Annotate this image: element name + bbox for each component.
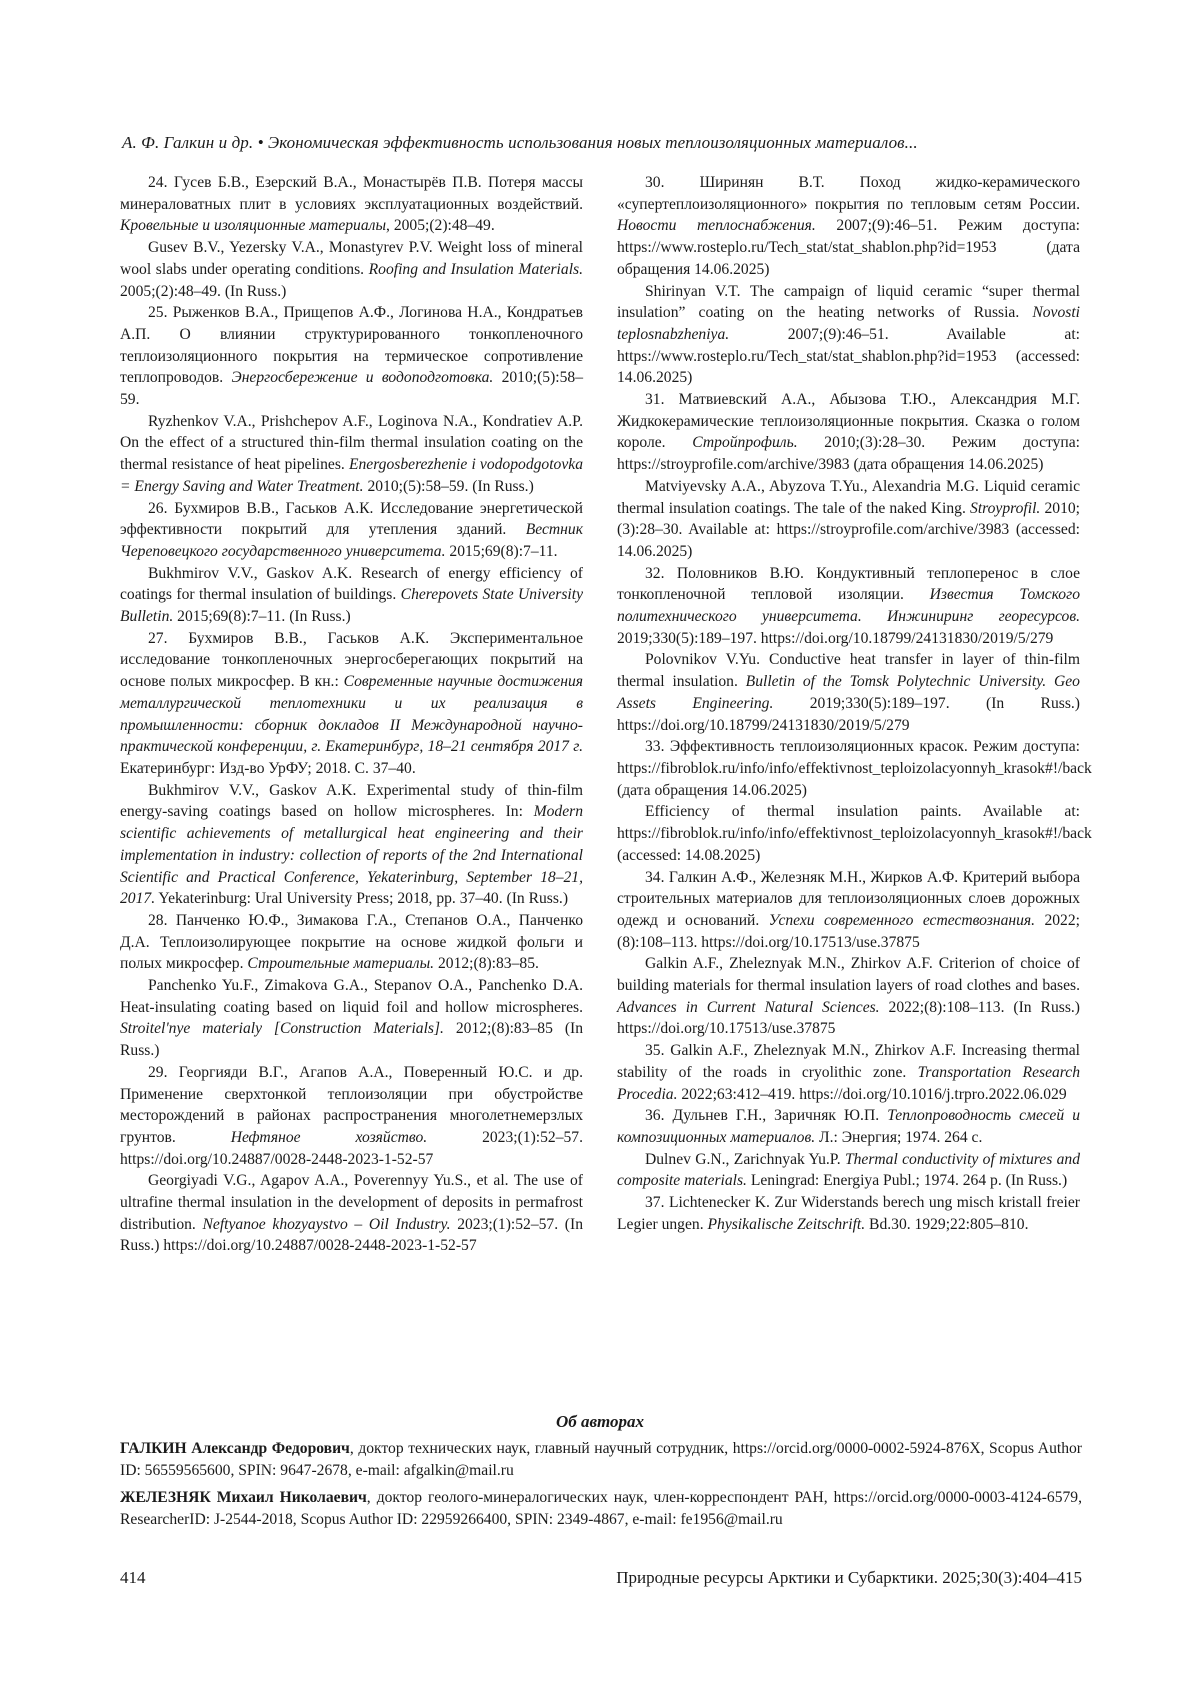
running-head: А. Ф. Галкин и др. • Экономическая эффективность использования новых теплоизоляционных материалов... xyxy=(122,133,918,152)
author-name: ГАЛКИН Александр Федорович xyxy=(120,1440,350,1457)
journal-citation: Природные ресурсы Арктики и Субарктики. 2025;30(3):404–415 xyxy=(616,1568,1082,1587)
reference-list-right xyxy=(617,172,1092,1235)
author-name: ЖЕЛЕЗНЯК Михаил Николаевич xyxy=(120,1489,367,1506)
page-number: 414 xyxy=(120,1568,146,1587)
reference-item: 28. Панченко Ю.Ф., Зимакова Г.А., Степанов О.А., Панченко Д.А. Теплоизолирующее покрытие на основе жидкой фольги и полых микросфер. Строительные материалы. 2012;(8):83–85. xyxy=(120,911,583,973)
reference-item: 36. Дульнев Г.Н., Заричняк Ю.П. Теплопроводность смесей и композиционных материалов. Л.: Энергия; 1974. 264 с. xyxy=(617,1107,1080,1146)
author-details: , доктор геолого-минералогических наук, член-корреспондент РАН, https://orcid.org/0000-0003-4124-6579, ResearcherID: J-2544-2018, Scopus Author ID: 22959266400, SPIN: 2349-4867, e-mail: fe1956@mail.ru xyxy=(120,1489,1082,1528)
reference-item: Bukhmirov V.V., Gaskov A.K. Experimental study of thin-film energy-saving coatings based on hollow microspheres. In: Modern scientific achievements of metallurgical heat engineering and their implementation in industry: collection of reports of the 2nd International Scientific and Practical Conference, Yekaterinburg, September 18–21, 2017. Yekaterinburg: Ural University Press; 2018, pp. 37–40. (In Russ.) xyxy=(120,781,583,908)
reference-item: 34. Галкин А.Ф., Железняк М.Н., Жирков А.Ф. Критерий выбора строительных материалов для теплоизоляционных слоев дорожных одежд и оснований. Успехи современного естествознания. 2022;(8):108–113. https://doi.org/10.17513/use.37875 xyxy=(617,868,1080,951)
reference-item: 30. Ширинян В.Т. Поход жидко-керамического «супертеплоизоляционного» покрытия по тепловым сетям России. Новости теплоснабжения. 2007;(9):46–51. Режим доступа: https://www.rosteplo.ru/Tech_stat/stat_shablon.php?id=1953 (дата обращения 14.06.2025) xyxy=(617,174,1080,278)
reference-item: Panchenko Yu.F., Zimakova G.A., Stepanov O.A., Panchenko D.A. Heat-insulating coating based on liquid foil and hollow microspheres. Stroitel'nye materialy [Construction Materials]. 2012;(8):83–85 (In Russ.) xyxy=(120,977,583,1060)
reference-item: 25. Рыженков В.А., Прищепов А.Ф., Логинова Н.А., Кондратьев А.П. О влиянии структурированного тонкопленочного теплоизоляционного покрытия на термическое сопротивление теплопроводов. Энергосбережение и водоподготовка. 2010;(5):58–59. xyxy=(120,304,583,409)
reference-item: Galkin A.F., Zheleznyak M.N., Zhirkov A.F. Criterion of choice of building materials for thermal insulation layers of road clothes and bases. Advances in Current Natural Sciences. 2022;(8):108–113. (In Russ.) https://doi.org/10.17513/use.37875 xyxy=(617,955,1080,1038)
reference-item: Ryzhenkov V.A., Prishchepov A.F., Loginova N.A., Kondratiev A.P. On the effect of a structured thin-film thermal insulation coating on the thermal resistance of heat pipelines. Energosberezhenie i vodopodgotovka = Energy Saving and Water Treatment. 2010;(5):58–59. (In Russ.) xyxy=(120,412,583,495)
reference-item: Gusev B.V., Yezersky V.A., Monastyrev P.V. Weight loss of mineral wool slabs under operating conditions. Roofing and Insulation Materials. 2005;(2):48–49. (In Russ.) xyxy=(120,239,583,300)
reference-item: Matviyevsky A.A., Abyzova T.Yu., Alexandria M.G. Liquid ceramic thermal insulation coatings. The tale of the naked King. Stroyprofil. 2010;(3):28–30. Available at: https://stroyprofile.com/archive/3983 (accessed: 14.06.2025) xyxy=(617,477,1080,560)
reference-item: Dulnev G.N., Zarichnyak Yu.P. Thermal conductivity of mixtures and composite materials. Leningrad: Energiya Publ.; 1974. 264 p. (In Russ.) xyxy=(617,1150,1080,1190)
author-entry xyxy=(120,1487,1082,1531)
reference-item: Georgiyadi V.G., Agapov A.A., Poverennyy Yu.S., et al. The use of ultrafine thermal insulation in the development of deposits in permafrost distribution. Neftyanoe khozyaystvo – Oil Industry. 2023;(1):52–57. (In Russ.) https://doi.org/10.24887/0028-2448-2023-1-52-57 xyxy=(120,1172,583,1255)
reference-item: Shirinyan V.T. The campaign of liquid ceramic “super thermal insulation” coating on the heating networks of Russia. Novosti teplosnabzheniya. 2007;(9):46–51. Available at: https://www.rosteplo.ru/Tech_stat/stat_shablon.php?id=1953 (accessed: 14.06.2025) xyxy=(617,282,1080,387)
authors-heading: Об авторах xyxy=(555,1412,645,1431)
reference-item: 35. Galkin A.F., Zheleznyak M.N., Zhirkov A.F. Increasing thermal stability of the roads in cryolithic zone. Transportation Research Procedia. 2022;63:412–419. https://doi.org/10.1016/j.trpro.2022.06.029 xyxy=(617,1042,1080,1103)
reference-item: Efficiency of thermal insulation paints. Available at: https://fibroblok.ru/info/info/effektivnost_teploizolacyonnyh_krasok#!/back (accessed: 14.08.2025) xyxy=(617,803,1092,864)
reference-item: 24. Гусев Б.В., Езерский В.А., Монастырёв П.В. Потеря массы минераловатных плит в условиях эксплуатационных воздействий. Кровельные и изоляционные материалы, 2005;(2):48–49. xyxy=(120,174,583,235)
reference-item: Polovnikov V.Yu. Conductive heat transfer in layer of thin-film thermal insulation. Bulletin of the Tomsk Polytechnic University. Geo Assets Engineering. 2019;330(5):189–197. (In Russ.) https://doi.org/10.18799/24131830/2019/5/279 xyxy=(617,651,1080,734)
reference-item: 26. Бухмиров В.В., Гаськов А.К. Исследование энергетической эффективности покрытий для утепления зданий. Вестник Череповецкого государственного университета. 2015;69(8):7–11. xyxy=(120,499,583,560)
reference-item: 33. Эффективность теплоизоляционных красок. Режим доступа: https://fibroblok.ru/info/info/effektivnost_teploizolacyonnyh_krasok#!/back (дата обращения 14.06.2025) xyxy=(617,738,1092,799)
reference-item: Bukhmirov V.V., Gaskov A.K. Research of energy efficiency of coatings for thermal insulation of buildings. Cherepovets State University Bulletin. 2015;69(8):7–11. (In Russ.) xyxy=(120,564,583,626)
reference-item: 31. Матвиевский А.А., Абызова Т.Ю., Александрия М.Г. Жидкокерамические теплоизоляционные покрытия. Сказка о голом короле. Стройпрофиль. 2010;(3):28–30. Режим доступа: https://stroyprofile.com/archive/3983 (дата обращения 14.06.2025) xyxy=(617,391,1080,474)
author-details: , доктор технических наук, главный научный сотрудник, https://orcid.org/0000-0002-5924-876X, Scopus Author ID: 56559565600, SPIN: 9647-2678, e-mail: afgalkin@mail.ru xyxy=(120,1440,1082,1479)
reference-item: 29. Георгияди В.Г., Агапов А.А., Поверенный Ю.С. и др. Применение сверхтонкой теплоизоляции при обустройстве месторождений в районах распространения многолетнемерзлых грунтов. Нефтяное хозяйство. 2023;(1):52–57. https://doi.org/10.24887/0028-2448-2023-1-52-57 xyxy=(120,1063,583,1168)
reference-list-left xyxy=(120,172,583,1257)
reference-item: 27. Бухмиров В.В., Гаськов А.К. Экспериментальное исследование тонкопленочных энергосберегающих покрытий на основе полых микросфер. В кн.: Современные научные достижения металлургической теплотехники и их реализация в промышленности: сборник докладов II Международной научно-практической конференции, г. Екатеринбург, 18–21 сентября 2017 г. Екатеринбург: Изд-во УрФУ; 2018. С. 37–40. xyxy=(120,629,583,777)
reference-item: 32. Половников В.Ю. Кондуктивный теплоперенос в слое тонкопленочной тепловой изоляции. Известия Томского политехнического университета. Инжиниринг георесурсов. 2019;330(5):189–197. https://doi.org/10.18799/24131830/2019/5/279 xyxy=(617,564,1080,647)
author-entry xyxy=(120,1438,1082,1482)
reference-item: 37. Lichtenecker K. Zur Widerstands berech ung misch kristall freier Legier ungen. Physikalische Zeitschrift. Bd.30. 1929;22:805–810. xyxy=(617,1194,1080,1233)
